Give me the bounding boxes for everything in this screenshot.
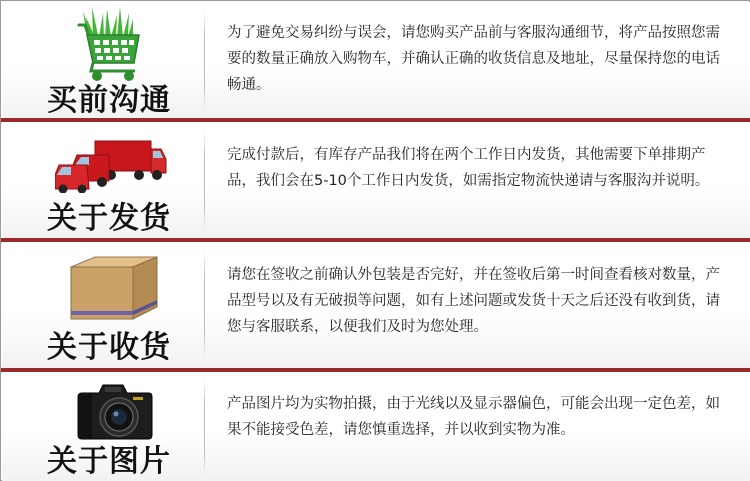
section-title: 关于图片	[47, 444, 171, 479]
section-description: 请您在签收之前确认外包装是否完好，并在签收后第一时间查看核对数量，产品型号以及有无破损等问题，如有上述问题或发货十天之后还没有收到货，请您与客服联系，以便我们及时为您处理。	[227, 267, 720, 335]
section-description: 为了避免交易纠纷与误会，请您购买产品前与客服沟通细节，将产品按照您需要的数量正确放入购物车，并确认正确的收货信息及地址，尽量保持您的电话畅通。	[227, 25, 720, 93]
section-divider	[204, 379, 205, 475]
cardboard-box-icon	[67, 255, 159, 321]
section-title: 买前沟通	[47, 83, 171, 118]
shopping-cart-icon	[77, 7, 147, 83]
section-description: 完成付款后，有库存产品我们将在两个工作日内发货，其他需要下单排期产品，我们会在5-10个工作日内发货，如需指定物流快递请与客服沟并说明。	[227, 147, 710, 189]
section-divider	[204, 11, 205, 111]
section-description: 产品图片均为实物拍摄，由于光线以及显示器偏色，可能会出现一定色差，如果不能接受色差，请您慎重选择，并以收到实物为准。	[227, 396, 720, 438]
section-divider	[204, 131, 205, 231]
section-divider	[204, 251, 205, 359]
camera-icon	[77, 377, 153, 441]
section-title: 关于发货	[47, 201, 171, 236]
section-title: 关于收货	[47, 330, 171, 365]
delivery-trucks-icon	[55, 135, 167, 193]
